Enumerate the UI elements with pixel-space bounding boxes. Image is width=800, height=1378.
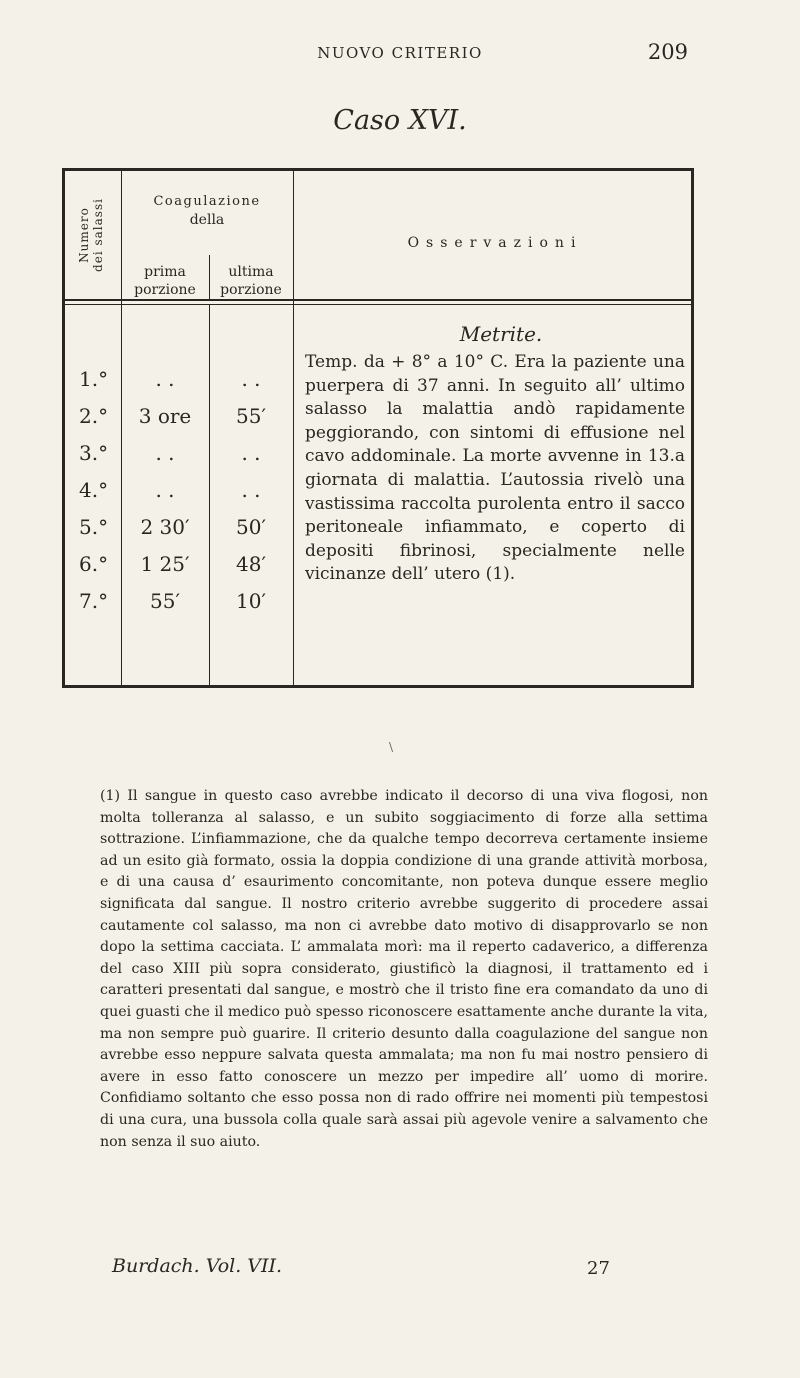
header-first-portion <box>121 263 209 299</box>
stray-mark: \ <box>389 740 394 754</box>
header-last-line1: ultima <box>228 264 274 280</box>
header-divider <box>65 299 691 301</box>
first-portion-value: 55′ <box>150 589 180 613</box>
header-coagulation-of: della <box>189 212 225 228</box>
last-portion-value: 50′ <box>236 515 266 539</box>
row-number: 3.° <box>79 441 109 465</box>
observation-title: Metrite. <box>459 322 543 346</box>
column-last-portion <box>209 361 293 620</box>
running-head: NUOVO CRITERIO <box>317 44 483 62</box>
header-number-line1: Numero <box>77 207 91 263</box>
first-portion-value: . . <box>155 441 175 465</box>
first-portion-value: 3 ore <box>138 404 192 428</box>
column-number <box>65 361 121 620</box>
header-first-line2: porzione <box>134 282 196 298</box>
last-portion-value: 10′ <box>236 589 266 613</box>
column-first-portion <box>121 361 209 620</box>
header-coagulation <box>121 193 293 229</box>
header-number-line2: dei salassi <box>91 198 105 272</box>
header-number-label <box>77 198 105 272</box>
first-portion-value: 1 25′ <box>140 552 190 576</box>
row-number: 7.° <box>79 589 109 613</box>
header-last-portion <box>209 263 293 299</box>
first-portion-value: 2 30′ <box>140 515 190 539</box>
signature-number: 27 <box>587 1258 610 1279</box>
header-number <box>73 199 109 271</box>
header-coagulation-title: Coagulazione <box>153 194 261 209</box>
last-portion-value: . . <box>241 367 261 391</box>
row-number: 1.° <box>79 367 109 391</box>
header-observations: Osservazioni <box>407 235 583 251</box>
header-divider-inner <box>65 304 691 305</box>
page-number: 209 <box>647 40 688 64</box>
observations-cell <box>305 317 697 587</box>
last-portion-value: 48′ <box>236 552 266 576</box>
page-header <box>0 40 800 74</box>
last-portion-value: . . <box>241 478 261 502</box>
first-portion-value: . . <box>155 478 175 502</box>
signature-mark: Burdach. Vol. VII. <box>112 1255 283 1277</box>
row-number: 2.° <box>79 404 109 428</box>
row-number: 6.° <box>79 552 109 576</box>
data-table <box>62 168 694 688</box>
row-number: 4.° <box>79 478 109 502</box>
header-first-line1: prima <box>144 264 186 280</box>
observation-text: Temp. da + 8° a 10° C. Era la paziente una puerpera di 37 anni. In seguito all’ ultimo salasso la malattia andò rapidamente peggiorando, con sintomi di effusione nel cavo addominale. La morte avvenne in 13.a giornata di malattia. L’autossia rivelò una vastissima raccolta purolenta entro il sacco peritoneale infiammato, e coperto di depositi fibrinosi, specialmente nelle vicinanze dell’ utero (1). <box>305 352 685 585</box>
footnote: (1) Il sangue in questo caso avrebbe indicato il decorso di una viva flogosi, non molta tolleranza al salasso, e un subito soggiacimento di forze alla settima sottrazione. L’infiammazione, che da qualche tempo decorreva certamente insieme ad un esito già formato, ossia la doppia condizione di una grande attività morbosa, e di una causa d’ esaurimento concomitante, non poteva dunque essere meglio significata dal sangue. Il nostro criterio avrebbe suggerito di procedere assai cautamente col salasso, ma non ci avrebbe dato motivo di disapprovarlo se non dopo la settima cacciata. L’ ammalata morì: ma il reperto cadaverico, a differenza del caso XIII più sopra considerato, giustificò la diagnosi, il trattamento ed i caratteri presentati dal sangue, e mostrò che il tristo fine era comandato da uno di quei guasti che il medico può spesso riconoscere esattamente anche durante la vita, ma non sempre può guarire. Il criterio desunto dalla coagulazione del sangue non avrebbe esso neppure salvata questa ammalata; ma non fu mai nostro pensiero di avere in esso fatto conoscere un mezzo per impedire all’ uomo di morire. Confidiamo soltanto che esso possa non di rado offrire nei momenti più tempestosi di una cura, una bussola colla quale sarà assai più agevole venire a salvamento che non senza il suo aiuto. <box>100 788 708 1150</box>
last-portion-value: . . <box>241 441 261 465</box>
header-last-line2: porzione <box>220 282 282 298</box>
row-number: 5.° <box>79 515 109 539</box>
first-portion-value: . . <box>155 367 175 391</box>
last-portion-value: 55′ <box>236 404 266 428</box>
case-title: Caso XVI. <box>333 105 467 136</box>
